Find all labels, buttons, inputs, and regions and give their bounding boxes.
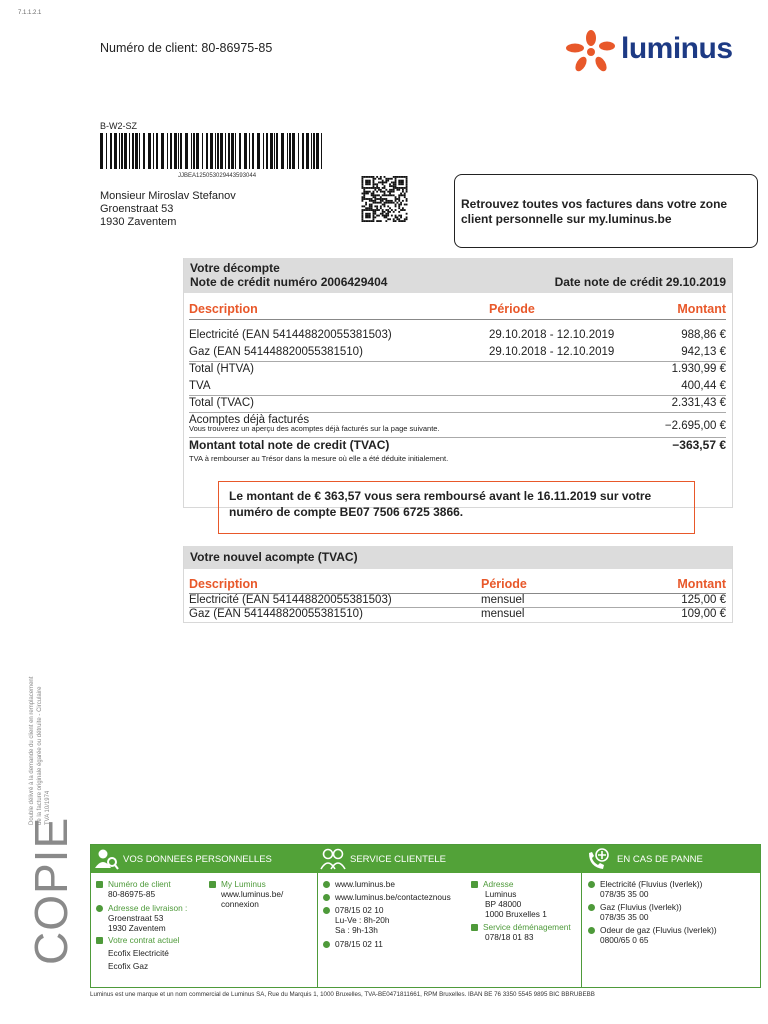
total-htva-row — [189, 362, 726, 377]
copie-text: COPIE — [25, 816, 77, 965]
row-description: Gaz (EAN 541448820055381510) — [189, 346, 363, 358]
people-icon — [320, 848, 346, 870]
credit-note-number: Note de crédit numéro 2006429404 — [190, 275, 388, 289]
phone-icon — [588, 927, 595, 934]
side-note-line: TVA 10/1974 — [45, 790, 51, 825]
footer-value: 078/35 35 00 — [600, 912, 649, 922]
acompte-panel — [183, 546, 733, 623]
contract-info — [96, 935, 180, 971]
my-luminus-info — [209, 879, 283, 909]
footer-label: Votre contrat actuel — [108, 935, 180, 945]
footer-label: Gaz (Fluvius (Iverlek)) — [600, 902, 682, 912]
acomptes-value: −2.695,00 € — [664, 420, 726, 432]
phone-icon — [588, 881, 595, 888]
header-description: Description — [189, 577, 258, 591]
total-tvac-label: Total (TVAC) — [189, 397, 254, 409]
brand-name: luminus — [621, 32, 733, 65]
footer-value: Sa : 9h-13h — [335, 925, 378, 935]
footer-value: Luminus — [485, 889, 517, 899]
at-icon — [323, 894, 330, 901]
header-amount: Montant — [677, 302, 726, 316]
total-credit-value: −363,57 € — [672, 438, 726, 452]
table-row — [189, 328, 726, 343]
row-period: mensuel — [481, 594, 525, 606]
delivery-address-info — [96, 903, 187, 933]
total-note-text: TVA à rembourser au Trésor dans la mesure où elle a été déduite initialement. — [189, 454, 449, 463]
row-period: 29.10.2018 - 12.10.2019 — [489, 329, 615, 341]
contract-icon — [96, 937, 103, 944]
footer-label: My Luminus — [221, 879, 266, 889]
decompte-title: Votre décompte — [190, 261, 280, 275]
footer-value: Ecofix Electricité — [108, 948, 169, 958]
address-line: 1930 Zaventem — [100, 216, 177, 228]
footer-value: 1000 Bruxelles 1 — [485, 909, 547, 919]
total-tvac-value: 2.331,43 € — [671, 397, 726, 409]
footer-value[interactable]: www.luminus.be/contacteznous — [335, 892, 451, 902]
phone-icon — [323, 907, 330, 914]
phone-info — [323, 905, 389, 935]
table-header — [189, 302, 726, 317]
footer-value[interactable]: connexion — [221, 899, 259, 909]
table-row — [189, 593, 726, 608]
footer-label: Electricité (Fluvius (Iverlek)) — [600, 879, 703, 889]
tva-label: TVA — [189, 380, 211, 392]
table-row — [189, 345, 726, 360]
document-icon — [96, 881, 103, 888]
footer-value: Groenstraat 53 — [108, 913, 164, 923]
header-period: Période — [489, 302, 535, 316]
table-row — [189, 607, 726, 622]
qr-code — [360, 176, 409, 222]
footer-label: Adresse — [483, 879, 514, 889]
section-panne: EN CAS DE PANNE — [617, 854, 703, 865]
panne-gaz — [588, 902, 682, 922]
legal-line: Luminus est une marque et un nom commercial de Luminus SA, Rue du Marquis 1, 1000 Bruxelles, TVA-BE0471811661, RPM Bruxelles. IBAN BE 76 3350 5545 9895 BIC BBRUBEBB — [90, 991, 595, 998]
row-amount: 109,00 € — [681, 608, 726, 620]
footer-label: Service déménagement — [483, 922, 571, 932]
row-amount: 942,13 € — [681, 346, 726, 358]
footer-label: Odeur de gaz (Fluvius (Iverlek)) — [600, 925, 717, 935]
row-period: mensuel — [481, 608, 525, 620]
row-amount: 988,86 € — [681, 329, 726, 341]
acompte-title: Votre nouvel acompte (TVAC) — [184, 546, 732, 569]
postal-address-info — [471, 879, 547, 919]
header-period: Période — [481, 577, 527, 591]
footer-value: 80-86975-85 — [108, 889, 156, 899]
decompte-header — [184, 258, 732, 293]
address-line: Groenstraat 53 — [100, 203, 174, 215]
footer-value[interactable]: www.luminus.be — [335, 879, 395, 889]
footer-value: BP 48000 — [485, 899, 522, 909]
client-number-info — [96, 879, 171, 899]
at-icon — [323, 881, 330, 888]
header-description: Description — [189, 302, 258, 316]
footer-value: Lu-Ve : 8h-20h — [335, 915, 390, 925]
side-note-line: de la facture originale égarée ou détruite - Circulaire — [37, 686, 43, 825]
envelope-icon — [471, 881, 478, 888]
footer-value: 0800/65 0 65 — [600, 935, 649, 945]
side-note-line: Double délivré à la demande du client en remplacement — [29, 676, 35, 825]
promo-box: Retrouvez toutes vos factures dans votre zone client personnelle sur my.luminus.be — [454, 174, 758, 248]
contact-link[interactable] — [323, 892, 451, 902]
acomptes-label: Acomptes déjà facturés — [189, 414, 310, 426]
logo-flower-icon — [565, 28, 617, 74]
footer-value[interactable]: www.luminus.be/ — [221, 889, 284, 899]
total-credit-label: Montant total note de credit (TVAC) — [189, 438, 390, 452]
person-search-icon — [95, 848, 119, 870]
moving-service-info — [471, 922, 571, 942]
row-period: 29.10.2018 - 12.10.2019 — [489, 346, 615, 358]
row-description: Gaz (EAN 541448820055381510) — [189, 608, 363, 620]
row-amount: 125,00 € — [681, 594, 726, 606]
panne-odeur-gaz — [588, 925, 717, 945]
acomptes-note-text: Vous trouverez un aperçu des acomptes déjà facturés sur la page suivante. — [189, 424, 440, 433]
footer-value: 078/35 35 00 — [600, 889, 649, 899]
client-number: Numéro de client: 80-86975-85 — [100, 41, 273, 55]
tva-row — [189, 379, 726, 394]
recipient-address — [100, 190, 236, 229]
section-personal: VOS DONNEES PERSONNELLES — [123, 854, 272, 865]
decompte-panel — [183, 258, 733, 508]
header-amount: Montant — [677, 577, 726, 591]
footer-value: 078/15 02 11 — [335, 939, 383, 949]
footer-label: Adresse de livraison : — [108, 903, 188, 913]
route-code: B-W2-SZ — [100, 121, 137, 131]
total-htva-value: 1.930,99 € — [671, 363, 726, 375]
house-icon — [96, 905, 103, 912]
contact-footer — [90, 844, 761, 988]
acompte-table-header — [189, 577, 726, 592]
emergency-phone-icon — [587, 847, 611, 871]
footer-value: 078/18 01 83 — [485, 932, 534, 942]
total-tvac-row — [189, 396, 726, 411]
fax-info — [323, 939, 383, 949]
total-note — [189, 454, 726, 464]
address-line: Monsieur Miroslav Stefanov — [100, 190, 236, 202]
panne-electricite — [588, 879, 702, 899]
barcode — [100, 133, 324, 169]
footer-value: 1930 Zaventem — [108, 923, 166, 933]
row-description: Electricité (EAN 541448820055381503) — [189, 329, 392, 341]
luminus-logo — [565, 28, 745, 74]
phone-icon — [323, 941, 330, 948]
total-credit-row — [189, 438, 726, 453]
truck-icon — [471, 924, 478, 931]
phone-icon — [588, 904, 595, 911]
total-htva-label: Total (HTVA) — [189, 363, 254, 375]
footer-label: Numéro de client — [108, 879, 171, 889]
section-service: SERVICE CLIENTELE — [350, 854, 446, 865]
website-link[interactable] — [323, 879, 395, 889]
footer-value: 078/15 02 10 — [335, 905, 384, 915]
acomptes-note — [189, 424, 726, 434]
credit-note-date: Date note de crédit 29.10.2019 — [554, 275, 726, 289]
lock-icon — [209, 881, 216, 888]
version-code: 7.1.1.2.1 — [18, 10, 42, 16]
tva-value: 400,44 € — [681, 380, 726, 392]
row-description: Electricité (EAN 541448820055381503) — [189, 594, 392, 606]
refund-notice: Le montant de € 363,57 vous sera remboursé avant le 16.11.2019 sur votre numéro de compte BE07 7506 6725 3866. — [218, 481, 695, 534]
barcode-number: JJBEA125053029443593044 — [178, 173, 257, 179]
footer-value: Ecofix Gaz — [108, 961, 149, 971]
footer-bar — [91, 845, 760, 873]
